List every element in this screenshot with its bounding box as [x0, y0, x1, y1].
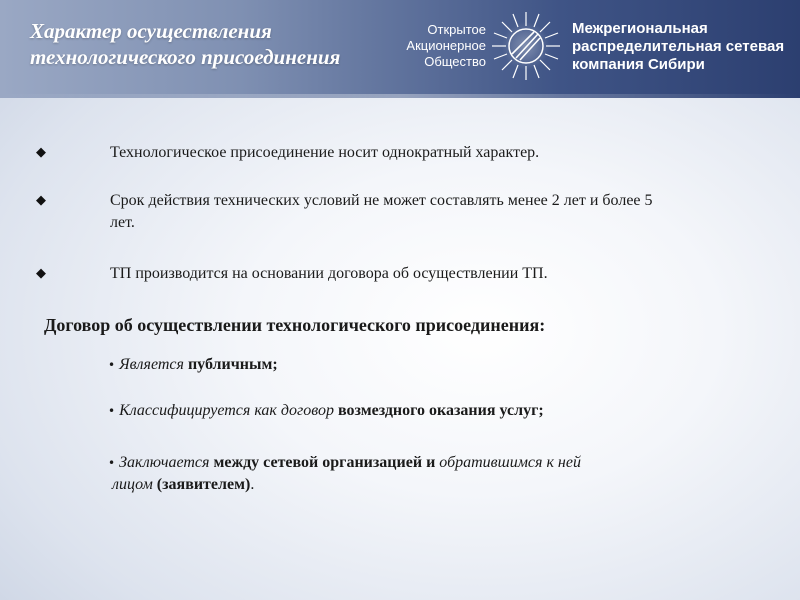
bullet-text-2-line2: лет.: [110, 214, 135, 231]
slide-title: [30, 18, 390, 70]
sub-item-3-line2: [108, 474, 748, 496]
sub-item-3-italic2: обратившимся к ней: [439, 454, 581, 471]
diamond-bullet-icon: ◆: [36, 266, 46, 281]
company-form-line1: Открытое: [427, 22, 486, 37]
sub-item-3: [108, 452, 748, 496]
sub-item-3-line1: [108, 452, 748, 474]
sub-item-2: [108, 400, 748, 422]
sub-item-3-tail: .: [250, 476, 255, 493]
sub-item-3-bold2: (заявителем): [156, 476, 251, 493]
dot-bullet-icon: •: [108, 358, 116, 372]
sub-item-3-bold1: между сетевой организацией и: [213, 454, 436, 471]
dot-bullet-icon: •: [108, 404, 116, 418]
sub-item-2-italic: Классифицируется как договор: [119, 402, 334, 419]
company-form-label: [398, 22, 486, 70]
diamond-bullet-icon: ◆: [36, 145, 46, 160]
slide-title-line2: технологического присоединения: [30, 45, 341, 69]
sub-item-3-italic3: лицом: [112, 476, 153, 493]
mrsk-sibiri-logo-icon: [486, 6, 566, 86]
header-banner: [0, 0, 800, 98]
sub-item-1-italic: Является: [119, 356, 184, 373]
company-form-line3: Общество: [424, 54, 486, 69]
bullet-text-3: ТП производится на основании договора об осуществлении ТП.: [110, 265, 548, 282]
company-form-line2: Акционерное: [406, 38, 486, 53]
company-name: [572, 20, 797, 74]
sub-item-3-italic1: Заключается: [119, 454, 210, 471]
sub-item-1-bold: публичным;: [187, 356, 278, 373]
company-name-line3: компания Сибири: [572, 56, 705, 73]
sub-item-1: [108, 354, 748, 376]
company-name-line2: распределительная сетевая: [572, 38, 785, 55]
company-name-line1: Межрегиональная: [572, 20, 708, 37]
bullet-text-2-line1: Срок действия технических условий не может составлять менее 2 лет и более 5: [110, 192, 653, 209]
section-heading: Договор об осуществлении технологического присоединения:: [44, 315, 546, 335]
sub-item-2-bold: возмездного оказания услуг;: [337, 402, 544, 419]
slide-title-line1: Характер осуществления: [30, 19, 272, 43]
dot-bullet-icon: •: [108, 456, 116, 470]
diamond-bullet-icon: ◆: [36, 193, 46, 208]
bullet-text-1: Технологическое присоединение носит однократный характер.: [110, 144, 540, 161]
